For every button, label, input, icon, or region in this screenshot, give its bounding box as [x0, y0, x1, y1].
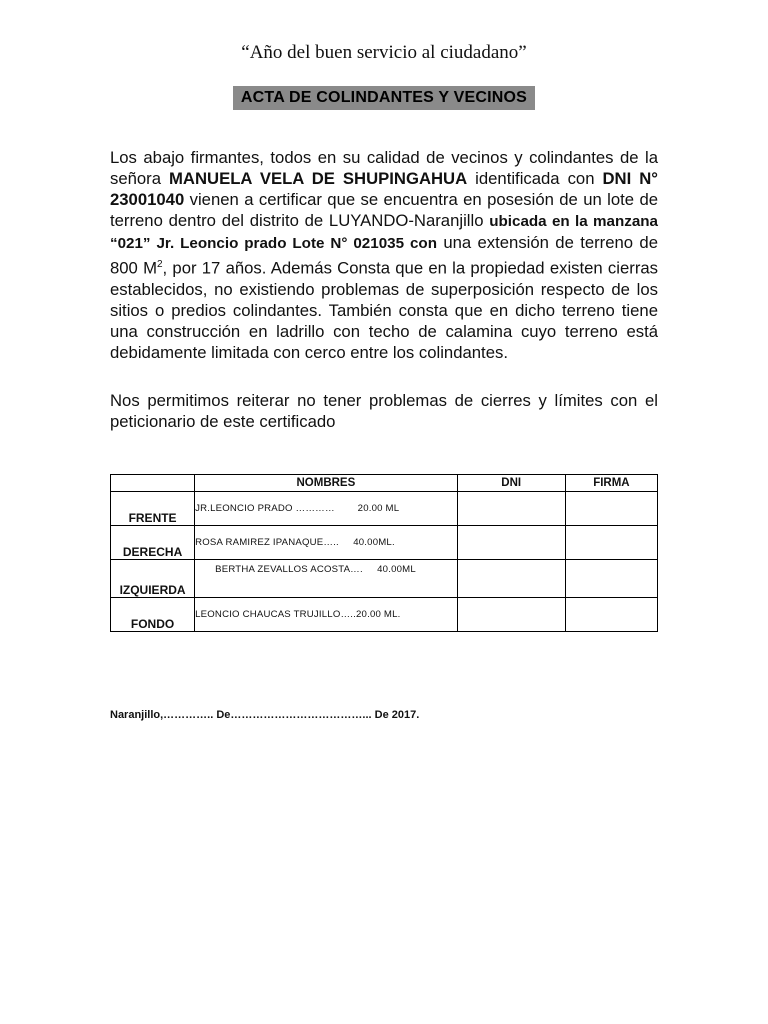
table-row [111, 492, 658, 526]
table-row [111, 526, 658, 560]
certification-paragraph [110, 147, 658, 363]
reiteration-paragraph: Nos permitimos reiterar no tener problemas de cierres y límites con el peticionario de este certificado [110, 391, 658, 431]
table-header-row [111, 475, 658, 492]
paragraph-text: una extensión de terreno de 800 M [110, 233, 658, 278]
paragraph-text: vienen a certificar que se encuentra en posesión de un lote de terreno dentro del distrito de LUYANDO-Naranjillo [110, 190, 658, 230]
neighbor-name: ROSA RAMIREZ IPANAQUE….. 40.00ML. [195, 526, 457, 560]
dni-cell [457, 492, 565, 526]
table-row [111, 598, 658, 632]
row-label: FRENTE [111, 492, 195, 526]
dni-cell [457, 526, 565, 560]
neighbor-name: LEONCIO CHAUCAS TRUJILLO…..20.00 ML. [195, 598, 457, 632]
header-dni: DNI [457, 475, 565, 492]
document-title: ACTA DE COLINDANTES Y VECINOS [233, 86, 535, 110]
owner-dni: DNI N° 23001040 [110, 169, 658, 209]
signature-cell [565, 560, 657, 598]
paragraph-text: Los abajo firmantes, todos en su calidad de vecinos y colindantes de la señora [110, 148, 658, 188]
place-date-line: Naranjillo,………….. De………………………………... De 2017. [110, 709, 420, 721]
neighbor-name: BERTHA ZEVALLOS ACOSTA…. 40.00ML [195, 560, 457, 598]
lot-location: ubicada en la manzana “021” Jr. Leoncio prado Lote N° 021035 con [110, 213, 659, 252]
row-label: DERECHA [111, 526, 195, 560]
year-motto: “Año del buen servicio al ciudadano” [241, 42, 527, 63]
neighbor-name: JR.LEONCIO PRADO ………… 20.00 ML [195, 492, 457, 526]
dni-cell [457, 560, 565, 598]
neighbors-table [110, 474, 658, 632]
paragraph-text: , por 17 años. Además Consta que en la propiedad existen cierras establecidos, no existiendo problemas de superposición respecto de los sitios o predios colindantes. También consta que en dicho terreno tiene una construcción en ladrillo con techo de calamina cuyo terreno está debidamente limitada con cerco entre los colindantes. [110, 258, 658, 362]
header-names: NOMBRES [195, 475, 457, 492]
header-signature: FIRMA [565, 475, 657, 492]
signature-cell [565, 492, 657, 526]
signature-cell [565, 598, 657, 632]
header-empty [111, 475, 195, 492]
area-superscript: 2 [156, 259, 163, 270]
dni-cell [457, 598, 565, 632]
row-label: IZQUIERDA [111, 560, 195, 598]
row-label: FONDO [111, 598, 195, 632]
paragraph-text: identificada con [467, 169, 603, 188]
table-row [111, 560, 658, 598]
signature-cell [565, 526, 657, 560]
owner-name: MANUELA VELA DE SHUPINGAHUA [169, 169, 468, 188]
